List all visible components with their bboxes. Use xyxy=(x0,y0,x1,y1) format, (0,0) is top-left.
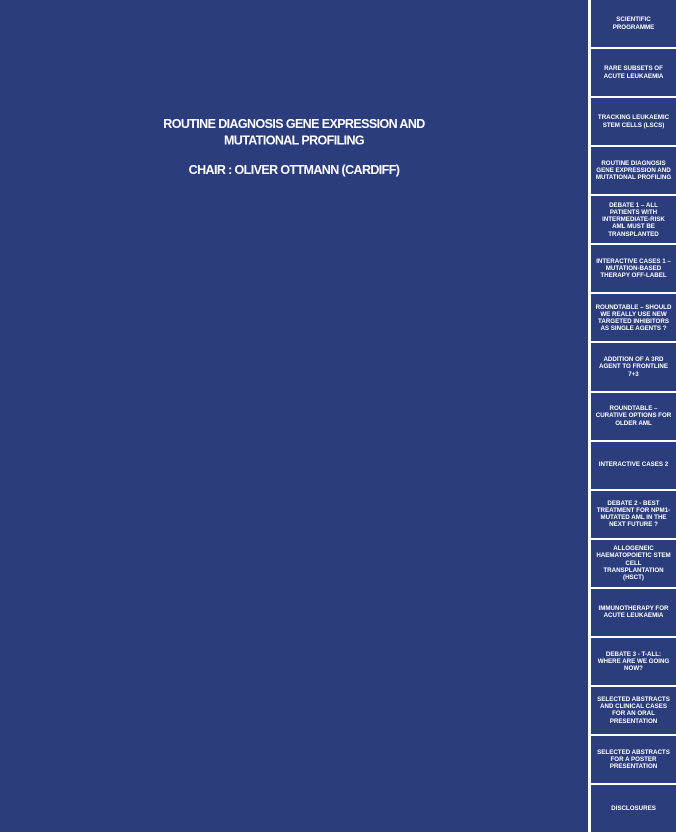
sidebar-item-tracking-lscs[interactable] xyxy=(591,98,676,147)
sidebar-item-label: ROUNDTABLE – SHOULD WE REALLY USE NEW TARGETED INHIBITORS AS SINGLE AGENTS ? xyxy=(595,303,672,333)
sidebar-item-label: TRACKING LEUKAEMIC STEM CELLS (LSCS) xyxy=(597,114,670,129)
sidebar-item-debate-2[interactable] xyxy=(591,491,676,540)
session-chair: CHAIR : OLIVER OTTMANN (CARDIFF) xyxy=(188,163,400,177)
session-title: ROUTINE DIAGNOSIS GENE EXPRESSION AND MUTATIONAL PROFILING xyxy=(163,116,425,148)
sidebar-item-interactive-cases-2[interactable] xyxy=(591,442,676,491)
sidebar-item-debate-3[interactable] xyxy=(591,638,676,687)
sidebar-item-debate-1[interactable] xyxy=(591,196,676,245)
sidebar-item-label: SELECTED ABSTRACTS AND CLINICAL CASES FOR AN ORAL PRESENTATION xyxy=(597,696,670,725)
sidebar-item-label: ROUNDTABLE – CURATIVE OPTIONS FOR OLDER AML xyxy=(595,405,672,427)
sidebar-item-label: SELECTED ABSTRACTS FOR A POSTER PRESENTATION xyxy=(597,748,670,771)
sidebar-item-label: SCIENTIFIC PROGRAMME xyxy=(612,16,655,31)
sidebar-item-oral-abstracts[interactable] xyxy=(591,687,676,736)
sidebar-item-interactive-cases-1[interactable] xyxy=(591,245,676,294)
sidebar-item-label: ALLOGENEIC HAEMATOPOIETIC STEM CELL TRANSPLANTATION (HSCT) xyxy=(596,545,671,582)
sidebar-item-label: ROUTINE DIAGNOSIS GENE EXPRESSION AND MUTATIONAL PROFILING xyxy=(595,159,672,182)
sidebar-item-roundtable-targeted-inhibitors[interactable] xyxy=(591,294,676,343)
sidebar-item-disclosures[interactable] xyxy=(591,785,676,832)
sidebar-item-routine-diagnosis[interactable] xyxy=(591,147,676,196)
sidebar-item-label: INTERACTIVE CASES 1 – MUTATION-BASED THERAPY OFF-LABEL xyxy=(596,258,671,280)
sidebar-item-third-agent[interactable] xyxy=(591,343,676,392)
sidebar-item-allogeneic-hsct[interactable] xyxy=(591,540,676,589)
sidebar-item-label: RARE SUBSETS OF ACUTE LEUKAEMIA xyxy=(603,65,664,80)
sidebar-item-label: DEBATE 1 – ALL PATIENTS WITH INTERMEDIATE-RISK AML MUST BE TRANSPLANTED xyxy=(602,201,665,238)
sidebar-item-scientific-programme[interactable] xyxy=(591,0,676,49)
sidebar-item-rare-subsets[interactable] xyxy=(591,49,676,98)
sidebar-item-label: INTERACTIVE CASES 2 xyxy=(598,461,669,469)
sidebar-item-label: IMMUNOTHERAPY FOR ACUTE LEUKAEMIA xyxy=(598,605,669,620)
sidebar-item-immunotherapy[interactable] xyxy=(591,589,676,638)
sidebar-item-roundtable-older-aml[interactable] xyxy=(591,393,676,442)
sidebar-item-label: DEBATE 3 - T-ALL: WHERE ARE WE GOING NOW? xyxy=(597,650,670,672)
sidebar-item-label: ADDITION OF A 3RD AGENT TO FRONTLINE 7+3 xyxy=(599,356,668,378)
sidebar-nav xyxy=(591,0,676,832)
sidebar-item-label: DEBATE 2 - BEST TREATMENT FOR NPM1-MUTATED AML IN THE NEXT FUTURE ? xyxy=(596,499,671,529)
sidebar-item-poster-abstracts[interactable] xyxy=(591,736,676,785)
sidebar-item-label: DISCLOSURES xyxy=(611,804,656,812)
